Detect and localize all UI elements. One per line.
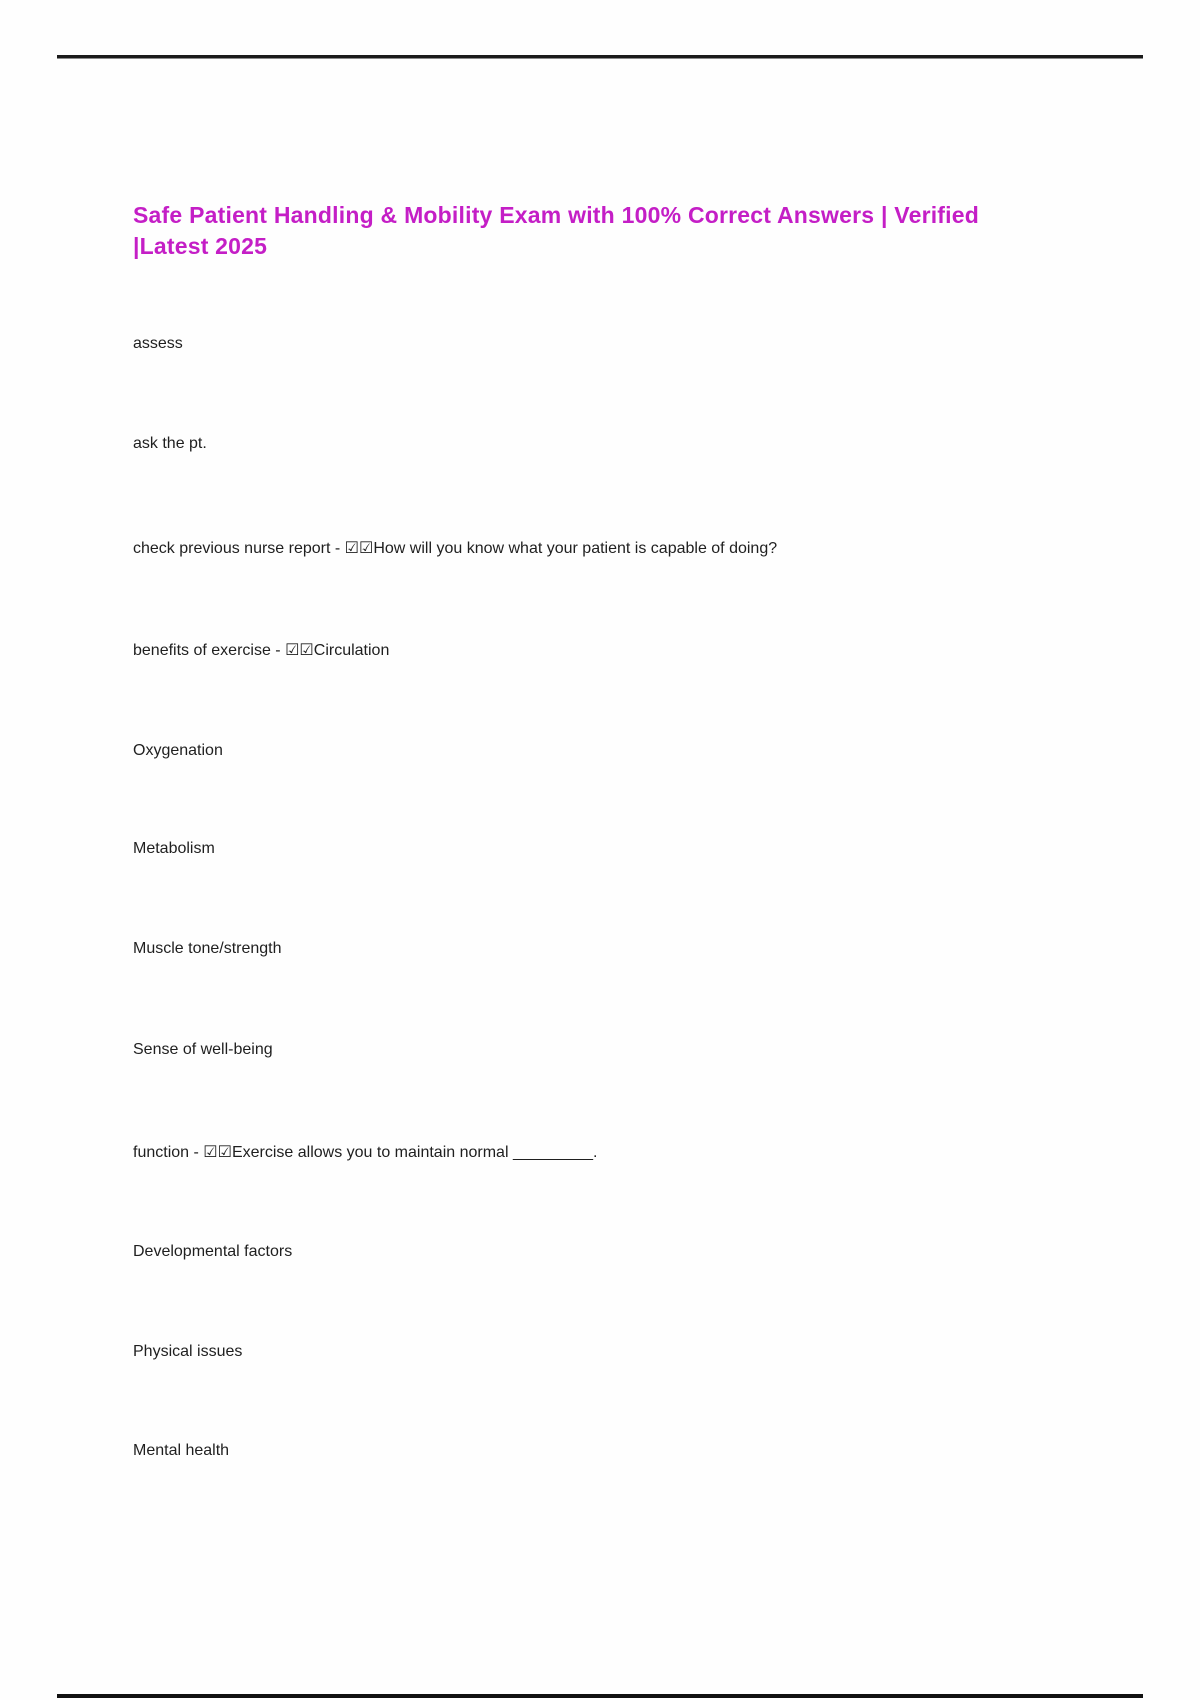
qa-line-oxygenation: Oxygenation bbox=[133, 742, 223, 759]
qa-line-muscle-tone-strength: Muscle tone/strength bbox=[133, 940, 282, 957]
qa-line-developmental-factors: Developmental factors bbox=[133, 1243, 293, 1260]
qa-line-benefits-of-exercise: benefits of exercise - ☑☑Circulation bbox=[133, 642, 390, 659]
qa-line-assess: assess bbox=[133, 335, 183, 352]
qa-line-function: function - ☑☑Exercise allows you to maintain normal _________. bbox=[133, 1144, 598, 1161]
qa-line-physical-issues: Physical issues bbox=[133, 1343, 243, 1360]
bottom-border-rule bbox=[57, 1694, 1143, 1698]
qa-line-metabolism: Metabolism bbox=[133, 840, 215, 857]
page-title-line2: |Latest 2025 bbox=[133, 233, 268, 259]
page-title bbox=[133, 200, 979, 262]
qa-line-sense-of-well-being: Sense of well-being bbox=[133, 1041, 273, 1058]
qa-line-ask-the-pt: ask the pt. bbox=[133, 435, 207, 452]
page-title-line1: Safe Patient Handling & Mobility Exam with 100% Correct Answers | Verified bbox=[133, 202, 979, 228]
qa-line-mental-health: Mental health bbox=[133, 1442, 230, 1459]
top-border-rule bbox=[57, 55, 1143, 59]
qa-line-check-previous-report: check previous nurse report - ☑☑How will you know what your patient is capable of doing? bbox=[133, 540, 778, 557]
